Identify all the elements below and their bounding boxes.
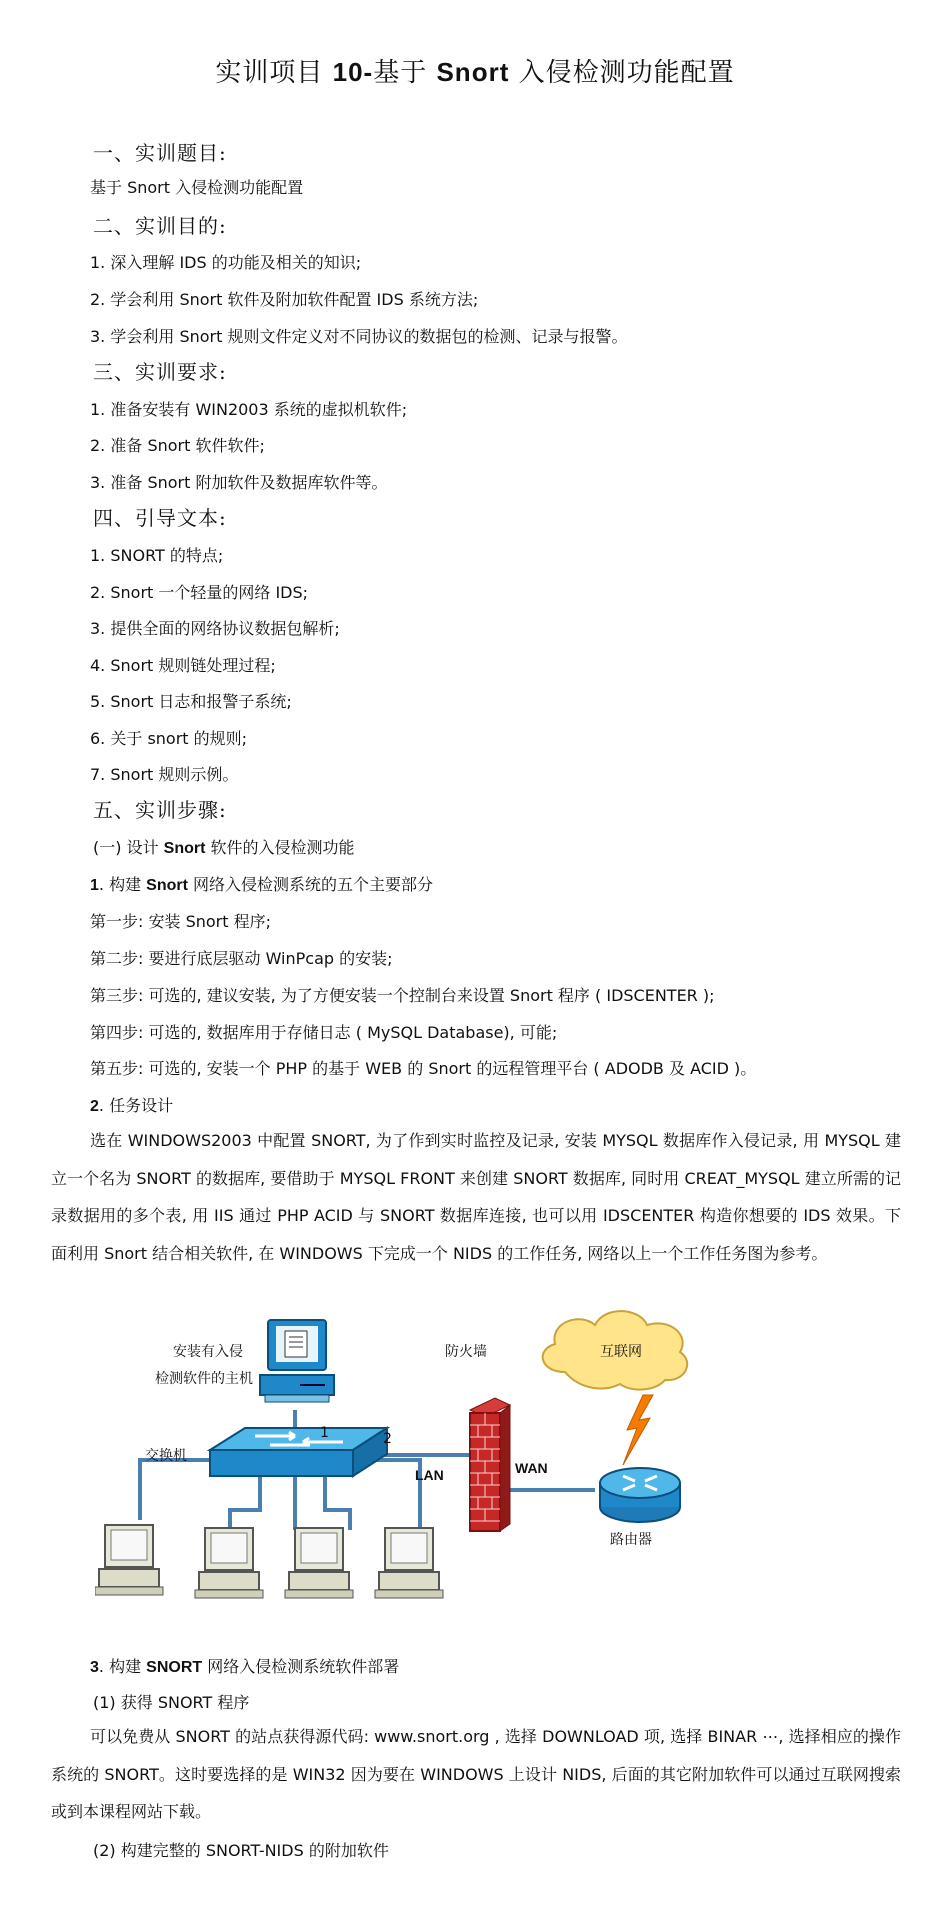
switch-icon xyxy=(210,1428,387,1476)
list-item: 5. Snort 日志和报警子系统; xyxy=(90,692,292,711)
ids-host-monitor xyxy=(260,1320,334,1402)
list-item: 2. 学会利用 Snort 软件及附加软件配置 IDS 系统方法; xyxy=(90,290,479,309)
client-pc-icon xyxy=(195,1528,263,1598)
section-heading-4: 四、引导文本: xyxy=(93,506,227,530)
step-line: 第一步: 安装 Snort 程序; xyxy=(90,912,271,931)
section-heading-1: 一、实训题目: xyxy=(93,141,227,165)
list-item: 2. 准备 Snort 软件软件; xyxy=(90,436,265,455)
subsection-build-addons: (2) 构建完整的 SNORT-NIDS 的附加软件 xyxy=(93,1841,389,1860)
step-line: 第三步: 可选的, 建议安装, 为了方便安装一个控制台来设置 Snort 程序 ( IDSCENTER ); xyxy=(90,986,715,1005)
list-item: 3. 学会利用 Snort 规则文件定义对不同协议的数据包的检测、记录与报警。 xyxy=(90,327,628,346)
switch-label: 交换机 xyxy=(145,1448,187,1464)
list-item: 2. Snort 一个轻量的网络 IDS; xyxy=(90,583,309,602)
step-line: 第四步: 可选的, 数据库用于存储日志 ( MySQL Database), 可能; xyxy=(90,1023,558,1042)
client-pc-icon xyxy=(285,1528,353,1598)
section-heading-3: 三、实训要求: xyxy=(93,360,227,384)
task-paragraph: 选在 WINDOWS2003 中配置 SNORT, 为了作到实时监控及记录, 安装 MYSQL 数据库作入侵记录, 用 MYSQL 建立一个名为 SNORT 的数据库, 要借助于 MYSQL FRONT 来创建 SNORT 数据库, 同时用 CREAT_MYSQL 建立所需的记录数据用的多个表, 用 IIS 通过 PHP ACID 与 SNORT 数据库连接, 也可以用 IDSCENTER 构造你想要的 IDS 效果。下面利用 Snort 结合相关软件, 在 WINDOWS 下完成一个 NIDS 的工作任务, 网络以上一个工作任务图为参考。 xyxy=(51,1131,901,1263)
host-label-line-1: 安装有入侵 xyxy=(173,1344,243,1360)
port-2-label: 2 xyxy=(383,1431,392,1447)
step-heading-2: 2. 任务设计 xyxy=(90,1096,174,1115)
section-heading-2: 二、实训目的: xyxy=(93,214,227,238)
list-item: 4. Snort 规则链处理过程; xyxy=(90,656,276,675)
page-title: 实训项目 10-基于 Snort 入侵检测功能配置 xyxy=(215,57,735,88)
firewall-label: 防火墙 xyxy=(445,1344,487,1360)
list-item: 7. Snort 规则示例。 xyxy=(90,765,239,784)
subsection-get-snort: (1) 获得 SNORT 程序 xyxy=(93,1693,250,1712)
host-label-line-2: 检测软件的主机 xyxy=(155,1371,253,1387)
download-paragraph: 可以免费从 SNORT 的站点获得源代码: www.snort.org , 选择 DOWNLOAD 项, 选择 BINAR ⋯, 选择相应的操作系统的 SNORT。这时要选择的是 WIN32 因为要在 WINDOWS 上设计 NIDS, 后面的其它附加软件可以通过互联网搜索或到本课程网站下载。 xyxy=(51,1727,901,1821)
list-item: 3. 提供全面的网络协议数据包解析; xyxy=(90,619,340,638)
section-heading-5: 五、实训步骤: xyxy=(93,798,227,822)
step-line: 第五步: 可选的, 安装一个 PHP 的基于 WEB 的 Snort 的远程管理平台 ( ADODB 及 ACID )。 xyxy=(90,1059,757,1078)
step-line: 第二步: 要进行底层驱动 WinPcap 的安装; xyxy=(90,949,393,968)
client-pc-icon xyxy=(95,1525,163,1595)
step-heading-3: 3. 构建 SNORT 网络入侵检测系统软件部署 xyxy=(90,1657,400,1676)
client-pc-icon xyxy=(375,1528,443,1598)
subsection-heading: (一) 设计 Snort 软件的入侵检测功能 xyxy=(93,838,355,857)
list-item: 1. SNORT 的特点; xyxy=(90,546,224,565)
port-1-label: 1 xyxy=(320,1425,329,1441)
section-1-text: 基于 Snort 入侵检测功能配置 xyxy=(90,178,304,197)
step-heading-1: 1. 构建 Snort 网络入侵检测系统的五个主要部分 xyxy=(90,875,434,894)
router-icon xyxy=(600,1468,680,1522)
network-diagram xyxy=(95,1300,715,1630)
router-label: 路由器 xyxy=(610,1532,652,1548)
list-item: 1. 准备安装有 WIN2003 系统的虚拟机软件; xyxy=(90,400,408,419)
internet-label: 互联网 xyxy=(600,1344,642,1360)
firewall-icon xyxy=(470,1398,510,1531)
wan-label: WAN xyxy=(515,1460,548,1476)
list-item: 3. 准备 Snort 附加软件及数据库软件等。 xyxy=(90,473,388,492)
lan-label: LAN xyxy=(415,1467,444,1483)
list-item: 1. 深入理解 IDS 的功能及相关的知识; xyxy=(90,253,362,272)
wan-link-lightning-icon xyxy=(623,1395,653,1465)
list-item: 6. 关于 snort 的规则; xyxy=(90,729,248,748)
